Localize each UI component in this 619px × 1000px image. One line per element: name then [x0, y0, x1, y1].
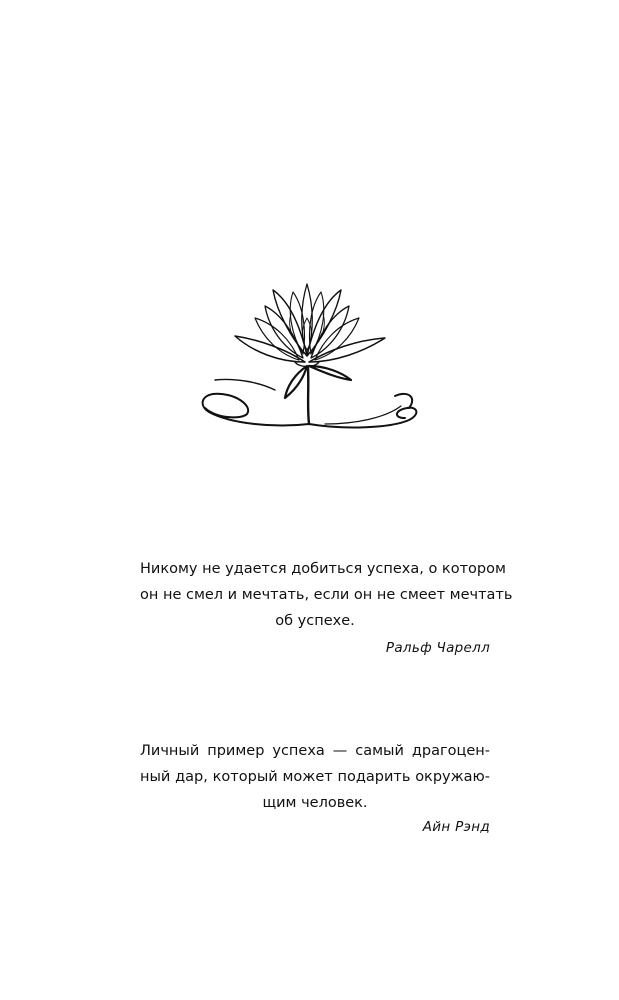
quote-line: Личный пример успеха — самый драгоцен- — [140, 743, 490, 759]
lotus-flower-icon — [195, 278, 425, 438]
quote-line: ный дар, который может подарить окружаю- — [140, 769, 490, 785]
quote-line: об успехе. — [275, 613, 355, 629]
quote-line: он не смел и мечтать, если он не смеет мечтать — [140, 587, 513, 603]
quote-text — [140, 556, 513, 634]
quote-author: Ральф Чарелл — [385, 640, 490, 656]
quote-text — [140, 738, 490, 816]
quote-author: Айн Рэнд — [422, 819, 490, 835]
quote-line: щим человек. — [262, 795, 368, 811]
quote-line: Никому не удается добиться успеха, о котором — [140, 561, 506, 577]
